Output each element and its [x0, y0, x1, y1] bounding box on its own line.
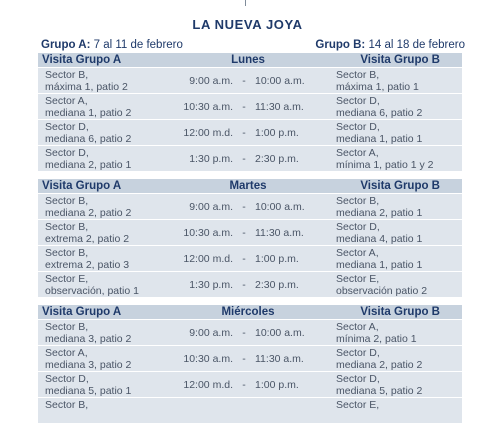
start-time: 1:30 p.m.: [189, 153, 233, 165]
group-b-sector-cell: [331, 372, 462, 397]
group-a-sector-cell: [38, 320, 166, 345]
group-a-sector: Sector B,: [45, 399, 89, 411]
group-b-sector: Sector B,: [336, 69, 380, 81]
group-a-sector: Sector D,: [45, 373, 89, 385]
end-time: 10:00 a.m.: [255, 327, 305, 339]
group-a-dates: [41, 39, 183, 51]
group-a-location: mediana 3, patio 2: [45, 359, 132, 371]
time-separator: -: [242, 127, 246, 139]
time-cell: [166, 372, 331, 397]
group-a-sector-cell: [38, 220, 166, 245]
table-row: [38, 193, 462, 219]
start-time: 9:00 a.m.: [189, 75, 233, 87]
group-b-sector-cell: [331, 272, 462, 297]
group-a-location: observación, patio 1: [45, 285, 139, 297]
time-cell: [166, 246, 331, 271]
end-time: 1:00 p.m.: [255, 127, 299, 139]
page-title: LA NUEVA JOYA: [192, 17, 303, 32]
time-separator: -: [242, 353, 246, 365]
group-a-location: extrema 2, patio 3: [45, 259, 130, 271]
group-a-location: extrema 2, patio 2: [45, 233, 130, 245]
group-b-sector: Sector E,: [336, 399, 380, 411]
time-separator: -: [242, 279, 246, 291]
time-separator: -: [242, 153, 246, 165]
header-day: Martes: [229, 180, 267, 192]
group-a-sector-cell: [38, 398, 166, 423]
table-row: [38, 119, 462, 145]
time-separator: -: [242, 327, 246, 339]
group-b-dates: [315, 39, 465, 51]
group-b-location: mínima 2, patio 1: [336, 333, 417, 345]
start-time: 9:00 a.m.: [189, 201, 233, 213]
day-table: [38, 53, 462, 171]
table-row: [38, 345, 462, 371]
end-time: 1:00 p.m.: [255, 379, 299, 391]
group-b-sector-cell: [331, 346, 462, 371]
group-a-location: mediana 2, patio 1: [45, 159, 132, 171]
group-a-sector-cell: [38, 372, 166, 397]
group-b-location: mediana 5, patio 2: [336, 385, 423, 397]
group-a-sector: Sector B,: [45, 221, 89, 233]
group-b-sector: Sector D,: [336, 95, 380, 107]
group-b-location: mínima 1, patio 1 y 2: [336, 159, 434, 171]
group-a-sector: Sector A,: [45, 95, 88, 107]
group-b-sector-cell: [331, 320, 462, 345]
group-b-label: Grupo B:: [315, 39, 366, 51]
time-cell: [166, 194, 331, 219]
end-time: 2:30 p.m.: [255, 153, 299, 165]
day-table-header: [38, 179, 462, 193]
group-a-location: mediana 6, patio 2: [45, 133, 132, 145]
group-a-label: Grupo A:: [41, 39, 91, 51]
end-time: 10:00 a.m.: [255, 201, 305, 213]
group-a-sector-cell: [38, 68, 166, 93]
end-time: 10:00 a.m.: [255, 75, 305, 87]
time-cell: [166, 320, 331, 345]
time-separator: -: [242, 227, 246, 239]
group-a-sector: Sector E,: [45, 273, 89, 285]
group-b-sector-cell: [331, 246, 462, 271]
group-b-sector-cell: [331, 68, 462, 93]
start-time: 1:30 p.m.: [189, 279, 233, 291]
group-b-sector: Sector D,: [336, 221, 380, 233]
group-b-sector: Sector E,: [336, 273, 380, 285]
time-separator: -: [242, 75, 246, 87]
group-b-sector-cell: [331, 94, 462, 119]
end-time: 11:30 a.m.: [255, 353, 304, 365]
group-a-sector-cell: [38, 94, 166, 119]
group-a-sector-cell: [38, 120, 166, 145]
group-b-location: mediana 2, patio 2: [336, 359, 423, 371]
group-a-sector: Sector B,: [45, 321, 89, 333]
day-table-header: [38, 53, 462, 67]
header-day: Miércoles: [221, 306, 275, 318]
end-time: 11:30 a.m.: [255, 227, 304, 239]
header-group-b: Visita Grupo B: [360, 54, 440, 66]
group-b-location: mediana 1, patio 1: [336, 259, 423, 271]
group-b-sector-cell: [331, 146, 462, 171]
group-b-sector: Sector B,: [336, 195, 380, 207]
time-cell: [166, 94, 331, 119]
day-table: [38, 305, 462, 423]
group-b-sector-cell: [331, 120, 462, 145]
group-b-location: máxima 1, patio 1: [336, 81, 419, 93]
group-b-location: mediana 6, patio 2: [336, 107, 423, 119]
group-b-sector-cell: [331, 398, 462, 423]
table-row: [38, 93, 462, 119]
schedule-tables: [38, 53, 462, 431]
group-a-location: mediana 1, patio 2: [45, 107, 132, 119]
group-a-sector: Sector B,: [45, 195, 89, 207]
header-group-b: Visita Grupo B: [360, 180, 440, 192]
group-a-location: mediana 5, patio 1: [45, 385, 132, 397]
group-a-sector-cell: [38, 194, 166, 219]
table-row: [38, 371, 462, 397]
start-time: 10:30 a.m.: [183, 227, 233, 239]
top-divider-mark: [245, 0, 246, 6]
group-a-sector: Sector B,: [45, 69, 89, 81]
header-day: Lunes: [231, 54, 265, 66]
table-row: [38, 397, 462, 423]
group-a-range: 7 al 11 de febrero: [93, 39, 183, 51]
group-b-location: mediana 4, patio 1: [336, 233, 423, 245]
header-group-a: Visita Grupo A: [42, 54, 122, 66]
group-a-location: mediana 3, patio 2: [45, 333, 132, 345]
group-a-sector-cell: [38, 272, 166, 297]
group-a-sector-cell: [38, 246, 166, 271]
group-a-sector-cell: [38, 346, 166, 371]
group-b-sector: Sector A,: [336, 247, 379, 259]
table-row: [38, 271, 462, 297]
table-row: [38, 67, 462, 93]
start-time: 10:30 a.m.: [183, 101, 233, 113]
time-cell: [166, 120, 331, 145]
group-a-sector: Sector B,: [45, 247, 89, 259]
time-cell: [166, 68, 331, 93]
group-b-sector: Sector D,: [336, 373, 380, 385]
start-time: 12:00 m.d.: [183, 127, 233, 139]
group-b-location: observación patio 2: [336, 285, 428, 297]
time-cell: [166, 398, 331, 423]
day-table-header: [38, 305, 462, 319]
table-row: [38, 319, 462, 345]
group-a-sector: Sector D,: [45, 147, 89, 159]
group-b-sector: Sector D,: [336, 121, 380, 133]
start-time: 10:30 a.m.: [183, 353, 233, 365]
header-group-a: Visita Grupo A: [42, 306, 122, 318]
group-a-location: mediana 2, patio 2: [45, 207, 132, 219]
group-a-sector: Sector D,: [45, 121, 89, 133]
time-cell: [166, 272, 331, 297]
group-b-sector: Sector A,: [336, 321, 379, 333]
time-separator: -: [242, 101, 246, 113]
group-b-sector-cell: [331, 194, 462, 219]
group-b-location: mediana 1, patio 1: [336, 133, 423, 145]
time-separator: -: [242, 379, 246, 391]
table-row: [38, 245, 462, 271]
start-time: 12:00 m.d.: [183, 379, 233, 391]
end-time: 1:00 p.m.: [255, 253, 299, 265]
table-row: [38, 145, 462, 171]
group-a-sector-cell: [38, 146, 166, 171]
group-b-sector: Sector D,: [336, 347, 380, 359]
time-cell: [166, 346, 331, 371]
header-group-b: Visita Grupo B: [360, 306, 440, 318]
group-a-sector: Sector A,: [45, 347, 88, 359]
time-separator: -: [242, 253, 246, 265]
time-separator: -: [242, 201, 246, 213]
header-group-a: Visita Grupo A: [42, 180, 122, 192]
start-time: 9:00 a.m.: [189, 327, 233, 339]
group-a-location: máxima 1, patio 2: [45, 81, 128, 93]
table-row: [38, 219, 462, 245]
time-cell: [166, 220, 331, 245]
end-time: 11:30 a.m.: [255, 101, 304, 113]
group-b-range: 14 al 18 de febrero: [368, 39, 465, 51]
group-b-sector: Sector A,: [336, 147, 379, 159]
start-time: 12:00 m.d.: [183, 253, 233, 265]
group-b-location: mediana 2, patio 1: [336, 207, 423, 219]
end-time: 2:30 p.m.: [255, 279, 299, 291]
day-table: [38, 179, 462, 297]
group-b-sector-cell: [331, 220, 462, 245]
time-cell: [166, 146, 331, 171]
